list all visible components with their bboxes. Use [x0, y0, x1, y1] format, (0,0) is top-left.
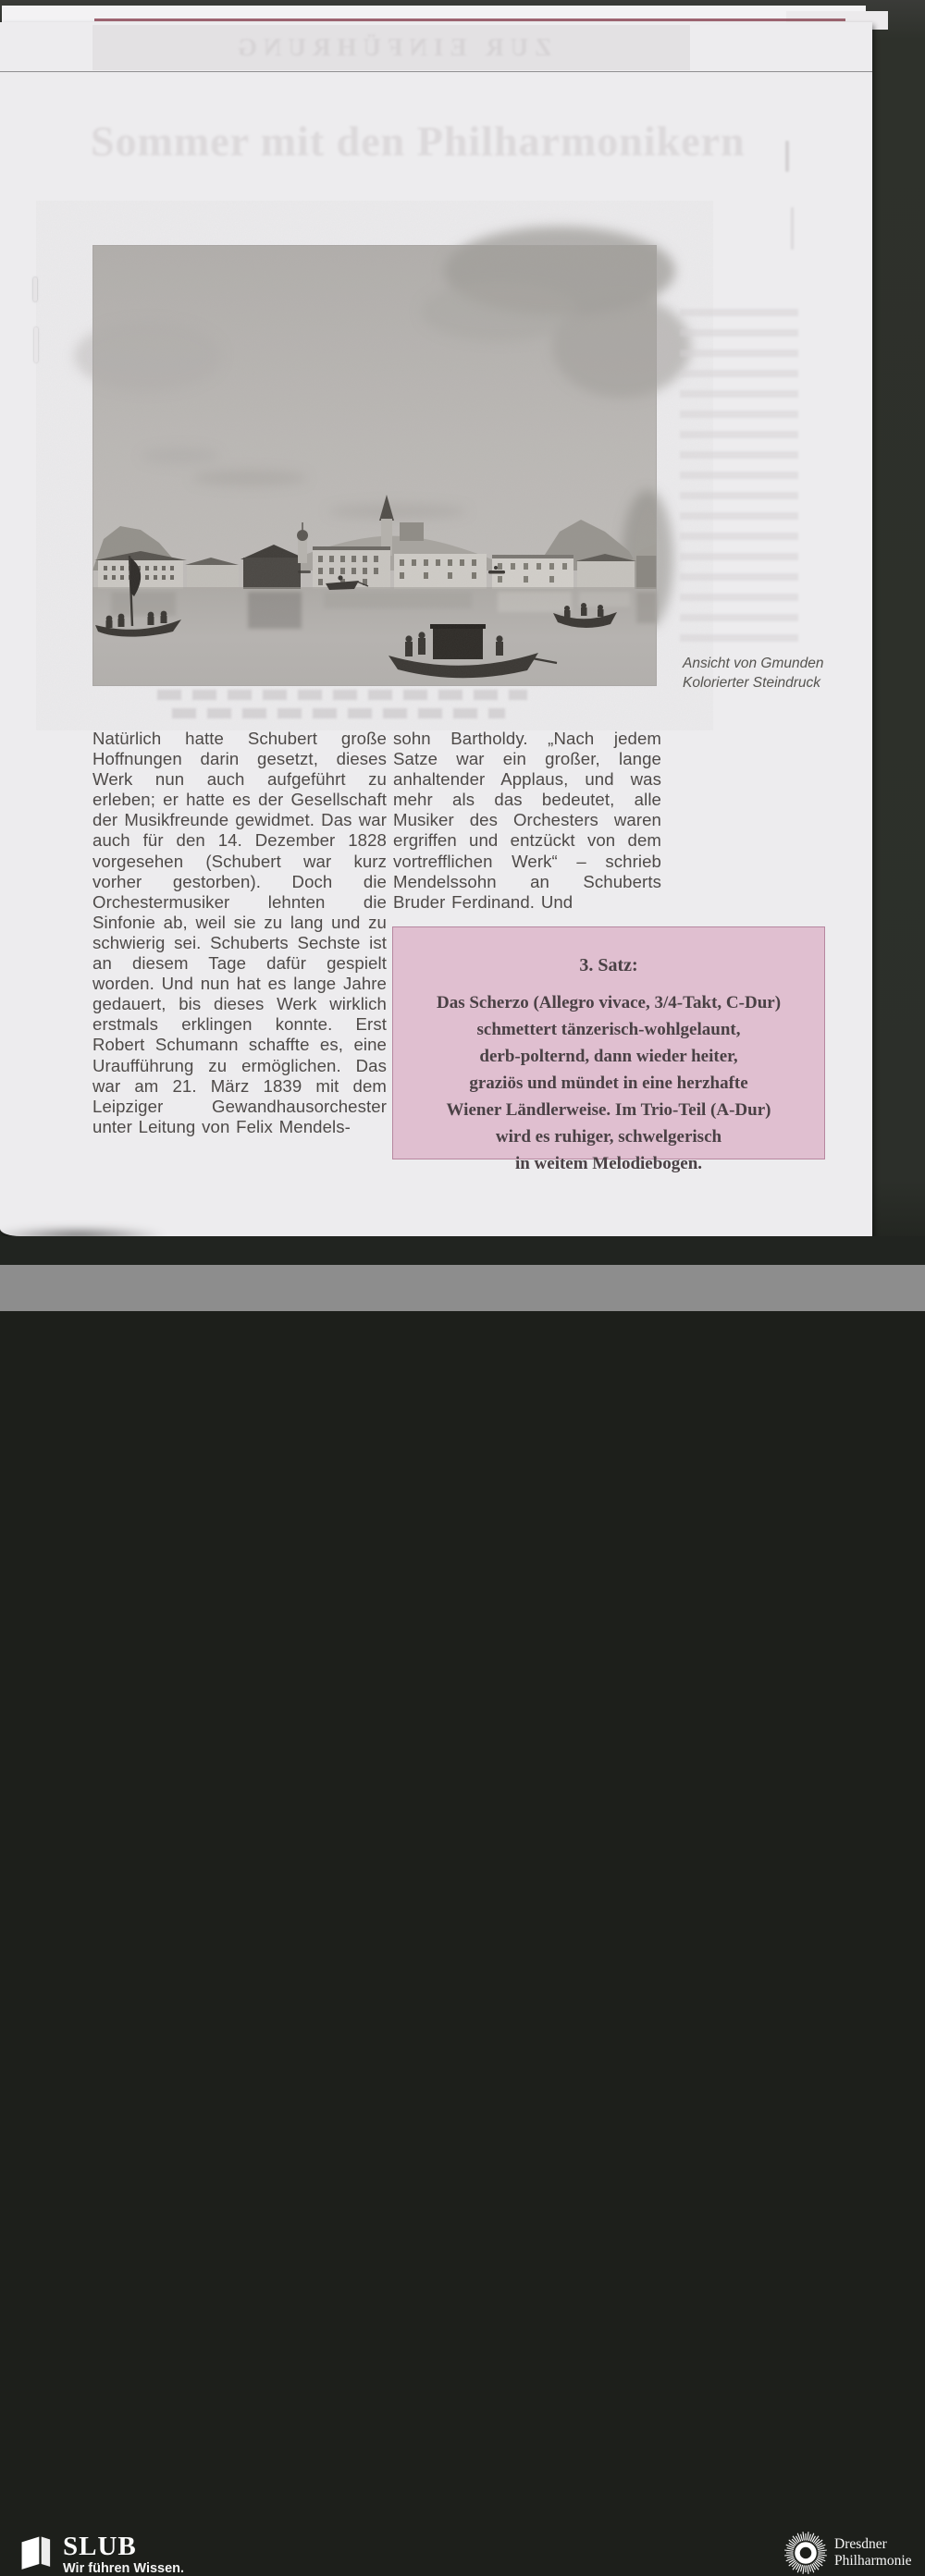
- movement-line: in weitem Melodiebogen.: [514, 1154, 703, 1173]
- margin-smudge: [791, 207, 794, 250]
- slub-logo: [18, 2533, 184, 2576]
- slub-tagline: Wir führen Wissen.: [63, 2561, 185, 2576]
- movement-line: derb-polternd, dann wieder heiter,: [479, 1047, 738, 1066]
- slub-wordmark: SLUB: [63, 2532, 137, 2561]
- bleedthrough-text-line: [172, 708, 505, 718]
- philharmonie-name-line-1: Dresdner: [834, 2536, 887, 2552]
- scanned-page: [0, 22, 872, 1236]
- bleedthrough-title: Sommer mit den Philharmonikern: [91, 117, 746, 165]
- bleedthrough-header-text: ZUR EINFÜHRUNG: [230, 33, 552, 61]
- slub-book-icon: [18, 2533, 56, 2570]
- caption-line-2: Kolorierter Steindruck: [683, 675, 821, 691]
- bleedthrough-margin-column: [680, 309, 798, 653]
- movement-info-box: [392, 926, 825, 1173]
- movement-line: graziös und mündet in eine herzhafte: [469, 1073, 748, 1093]
- body-text-right-column: sohn Bartholdy. „Nach jedem Satze war ein großer, lange anhaltender Applaus, und was mehr als das bedeutet, alle Musiker des Orchesters waren ergriffen und entzückt von dem vortrefflichen Werk“ – schrieb Mendelssohn an Schuberts Bruder Ferdinand. Und: [393, 729, 661, 912]
- movement-heading: 3. Satz:: [579, 955, 638, 975]
- library-footer-bar: [0, 1265, 925, 2576]
- movement-line: schmettert tänzerisch-wohlgelaunt,: [476, 1020, 741, 1039]
- horizontal-rule: [0, 71, 872, 72]
- gmunden-lithograph-image: [92, 245, 657, 686]
- body-text-left-column: Natürlich hatte Schubert große Hoffnungen darin gesetzt, dieses Werk nun auch aufgeführt zu erleben; er hatte es der Gesellschaft der Musikfreunde gewidmet. Das war auch für den 14. Dezember 1828 vorgesehen (Schubert war kurz vorher gestorben). Doch die Orchestermusiker lehnten die Sinfonie ab, weil sie zu lang und zu schwierig sei. Schuberts Sechste ist an diesem Tage dafür gespielt worden. Und nun hat es lange Jahre gedauert, bis dieses Werk wirklich erstmals erklingen konnte. Erst Robert Schumann schaffte es, eine Uraufführung zu ermöglichen. Das war am 21. März 1839 mit dem Leipziger Gewandhausorchester unter Leitung von Felix Mendels-: [92, 729, 387, 1136]
- movement-line: Wiener Ländlerweise. Im Trio-Teil (A-Dur): [446, 1100, 771, 1120]
- dresdner-philharmonie-logo: [783, 2530, 912, 2576]
- movement-line: wird es ruhiger, schwelgerisch: [495, 1127, 722, 1147]
- bleedthrough-header-band: [92, 25, 690, 70]
- philharmonie-name-line-2: Philharmonie: [834, 2553, 912, 2569]
- staple-mark: [33, 277, 37, 301]
- booklet-cover-edge: [94, 18, 845, 21]
- scanner-background-band: [0, 1236, 925, 1265]
- caption-line-1: Ansicht von Gmunden: [683, 656, 824, 671]
- movement-line: Das Scherzo (Allegro vivace, 3/4-Takt, C-Dur): [436, 993, 782, 1012]
- staple-mark: [34, 327, 38, 362]
- philharmonie-starburst-icon: [783, 2530, 829, 2576]
- image-caption: [683, 654, 824, 693]
- margin-smudge: [785, 141, 789, 172]
- bleedthrough-text-line: [157, 690, 527, 700]
